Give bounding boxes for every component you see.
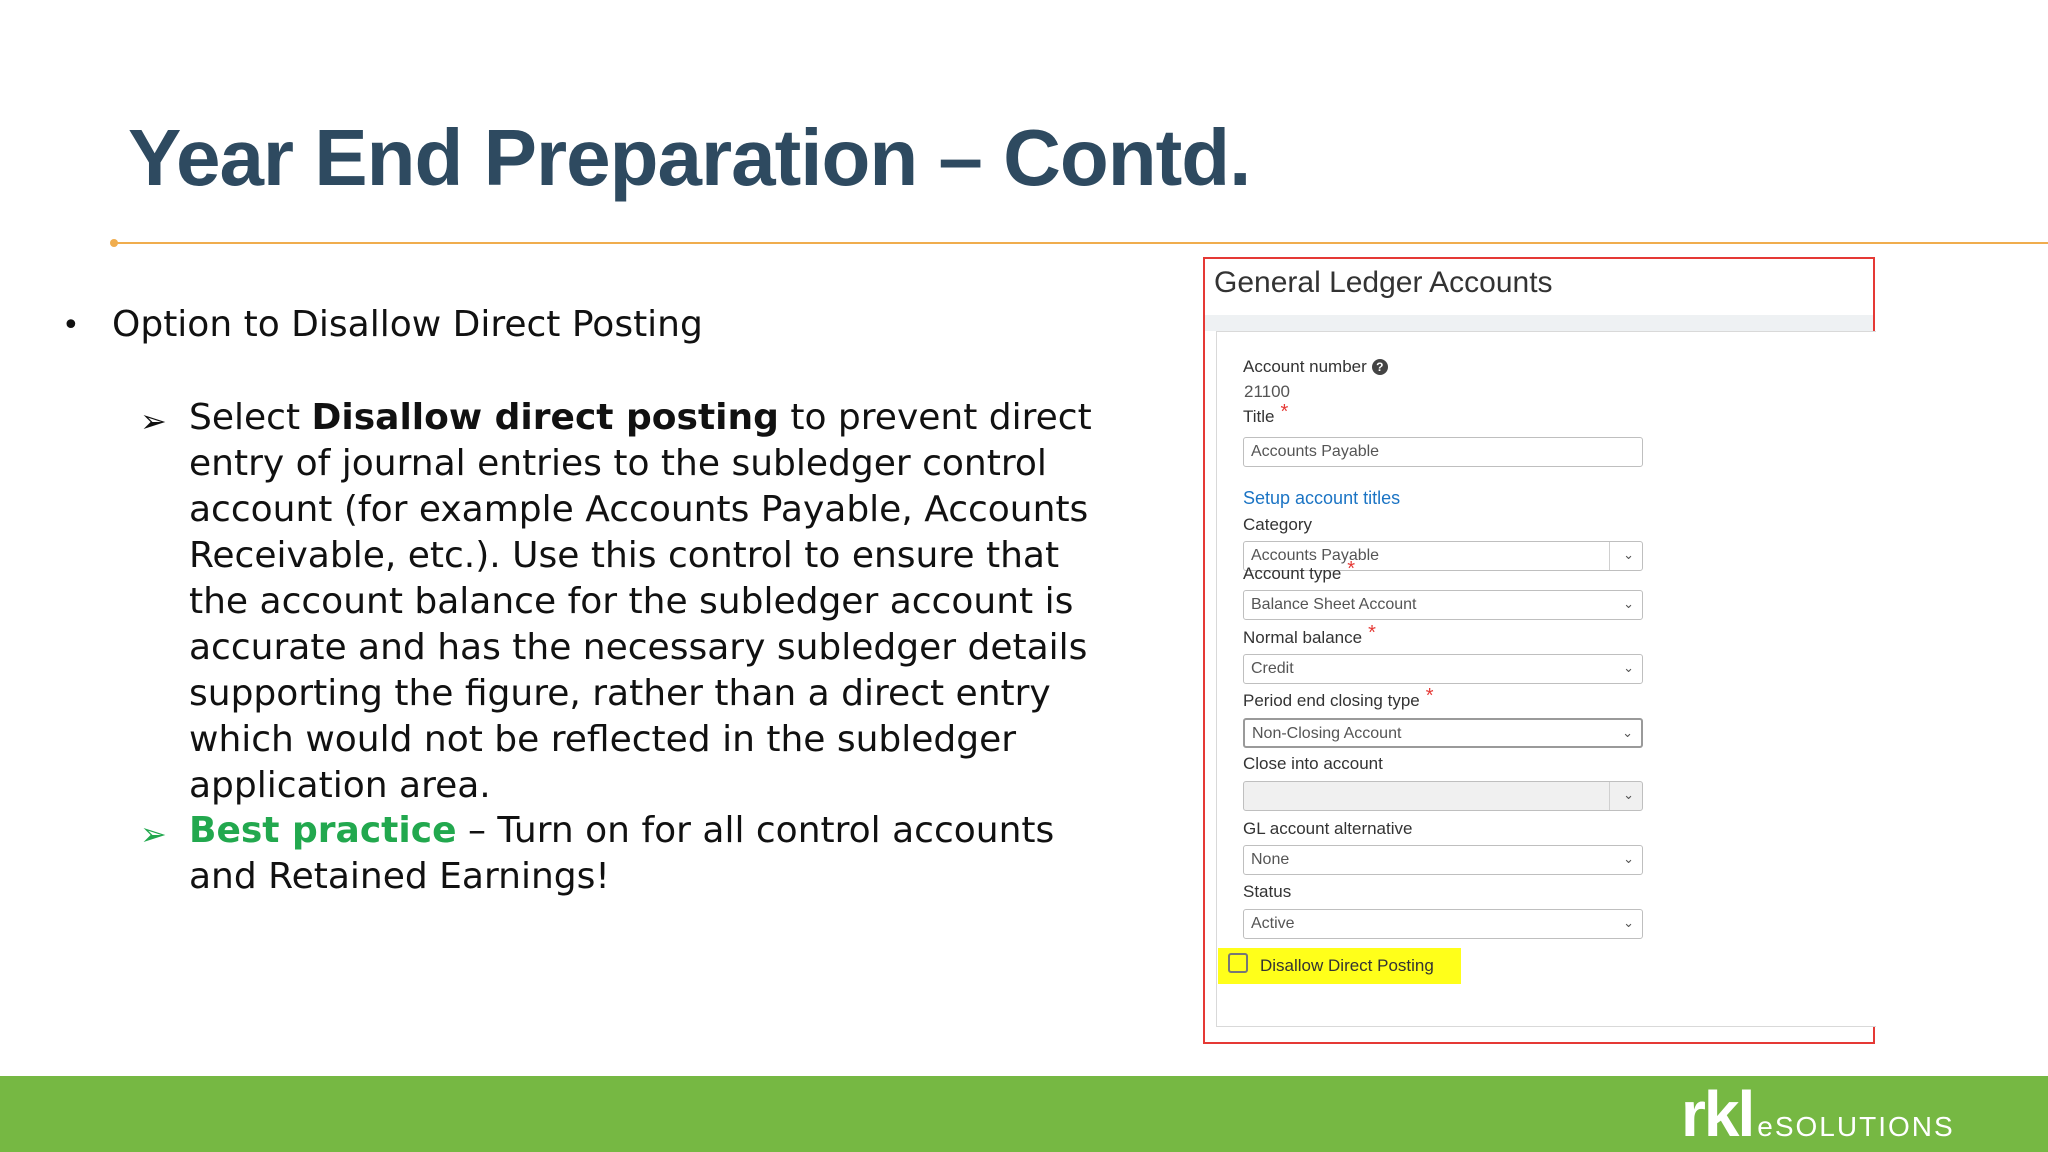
account-type-label — [1243, 558, 1356, 585]
point1-rest: to prevent direct entry of journal entries to the subledger control account (for example Accounts Payable, Accounts Receivable, etc.). Use this control to ensure that the account balance for the subledger account is accurate and has the necessary subledger details supporting the figure, rather than a direct entry which would not be reflected in the subledger application area. — [189, 397, 1092, 806]
gl-account-alternative-select[interactable] — [1243, 845, 1643, 875]
chevron-down-icon: ⌄ — [1623, 915, 1634, 930]
close-into-account-select[interactable] — [1243, 781, 1643, 811]
account-type-label-text: Account type — [1243, 564, 1342, 583]
bullet-dot-icon: • — [62, 308, 80, 343]
disallow-direct-posting-checkbox[interactable] — [1228, 953, 1248, 973]
point1-prefix: Select — [189, 397, 312, 438]
required-asterisk: * — [1368, 622, 1376, 644]
panel-title: General Ledger Accounts — [1214, 266, 1553, 299]
chevron-down-icon: ⌄ — [1623, 787, 1634, 802]
arrow-bullet-icon: ➢ — [140, 815, 167, 853]
normal-balance-select[interactable] — [1243, 654, 1643, 684]
period-end-closing-label — [1243, 685, 1434, 712]
gl-accounts-screenshot — [1203, 257, 1875, 1044]
logo-sub-text: eSOLUTIONS — [1757, 1111, 1955, 1142]
account-form — [1216, 331, 1876, 1027]
required-asterisk: * — [1425, 685, 1434, 707]
point-best-practice — [189, 808, 1129, 900]
account-type-value: Balance Sheet Account — [1251, 596, 1417, 613]
gl-alt-value: None — [1251, 851, 1290, 868]
normal-balance-label-text: Normal balance — [1243, 628, 1363, 647]
normal-balance-label — [1243, 622, 1376, 649]
best-practice-text: – Turn on for all control accounts and Retained Earnings! — [189, 810, 1055, 897]
panel-header — [1205, 259, 1873, 315]
chevron-down-icon: ⌄ — [1623, 596, 1634, 611]
title-label-text: Title — [1243, 407, 1275, 426]
chevron-down-icon: ⌄ — [1622, 725, 1633, 740]
category-value: Accounts Payable — [1251, 547, 1380, 564]
arrow-bullet-icon: ➢ — [140, 402, 167, 440]
help-icon[interactable]: ? — [1372, 359, 1388, 375]
panel-header-band — [1205, 315, 1873, 331]
best-practice-label: Best practice — [189, 810, 457, 851]
account-number-label-text: Account number — [1243, 357, 1367, 376]
title-label — [1243, 401, 1289, 428]
period-end-closing-select[interactable] — [1243, 718, 1643, 748]
chevron-down-icon: ⌄ — [1623, 851, 1634, 866]
chevron-down-icon: ⌄ — [1623, 660, 1634, 675]
status-value: Active — [1251, 915, 1295, 932]
status-select[interactable] — [1243, 909, 1643, 939]
close-into-account-label: Close into account — [1243, 754, 1383, 773]
account-number-label — [1243, 357, 1388, 377]
period-end-value: Non-Closing Account — [1252, 725, 1402, 742]
gl-account-alternative-label: GL account alternative — [1243, 819, 1413, 838]
account-type-select[interactable] — [1243, 590, 1643, 620]
status-label: Status — [1243, 882, 1292, 901]
disallow-direct-posting-label[interactable]: Disallow Direct Posting — [1260, 956, 1434, 975]
chevron-down-icon: ⌄ — [1623, 547, 1634, 562]
period-end-label-text: Period end closing type — [1243, 691, 1420, 710]
logo-main-text: rkl — [1681, 1078, 1754, 1150]
normal-balance-value: Credit — [1251, 660, 1294, 677]
title-input[interactable]: Accounts Payable — [1243, 437, 1643, 467]
point1-bold: Disallow direct posting — [311, 397, 779, 438]
rkl-esolutions-logo — [1681, 1077, 1955, 1151]
category-label: Category — [1243, 515, 1312, 534]
account-number-value: 21100 — [1244, 382, 1291, 401]
divider-dot — [110, 239, 118, 247]
slide-title: Year End Preparation – Contd. — [128, 113, 1251, 202]
required-asterisk: * — [1347, 558, 1356, 580]
title-divider — [113, 242, 2048, 244]
bullet-heading: Option to Disallow Direct Posting — [112, 304, 703, 345]
required-asterisk: * — [1280, 401, 1289, 423]
point-disallow-description — [189, 395, 1129, 809]
setup-account-titles-link[interactable]: Setup account titles — [1243, 488, 1401, 508]
